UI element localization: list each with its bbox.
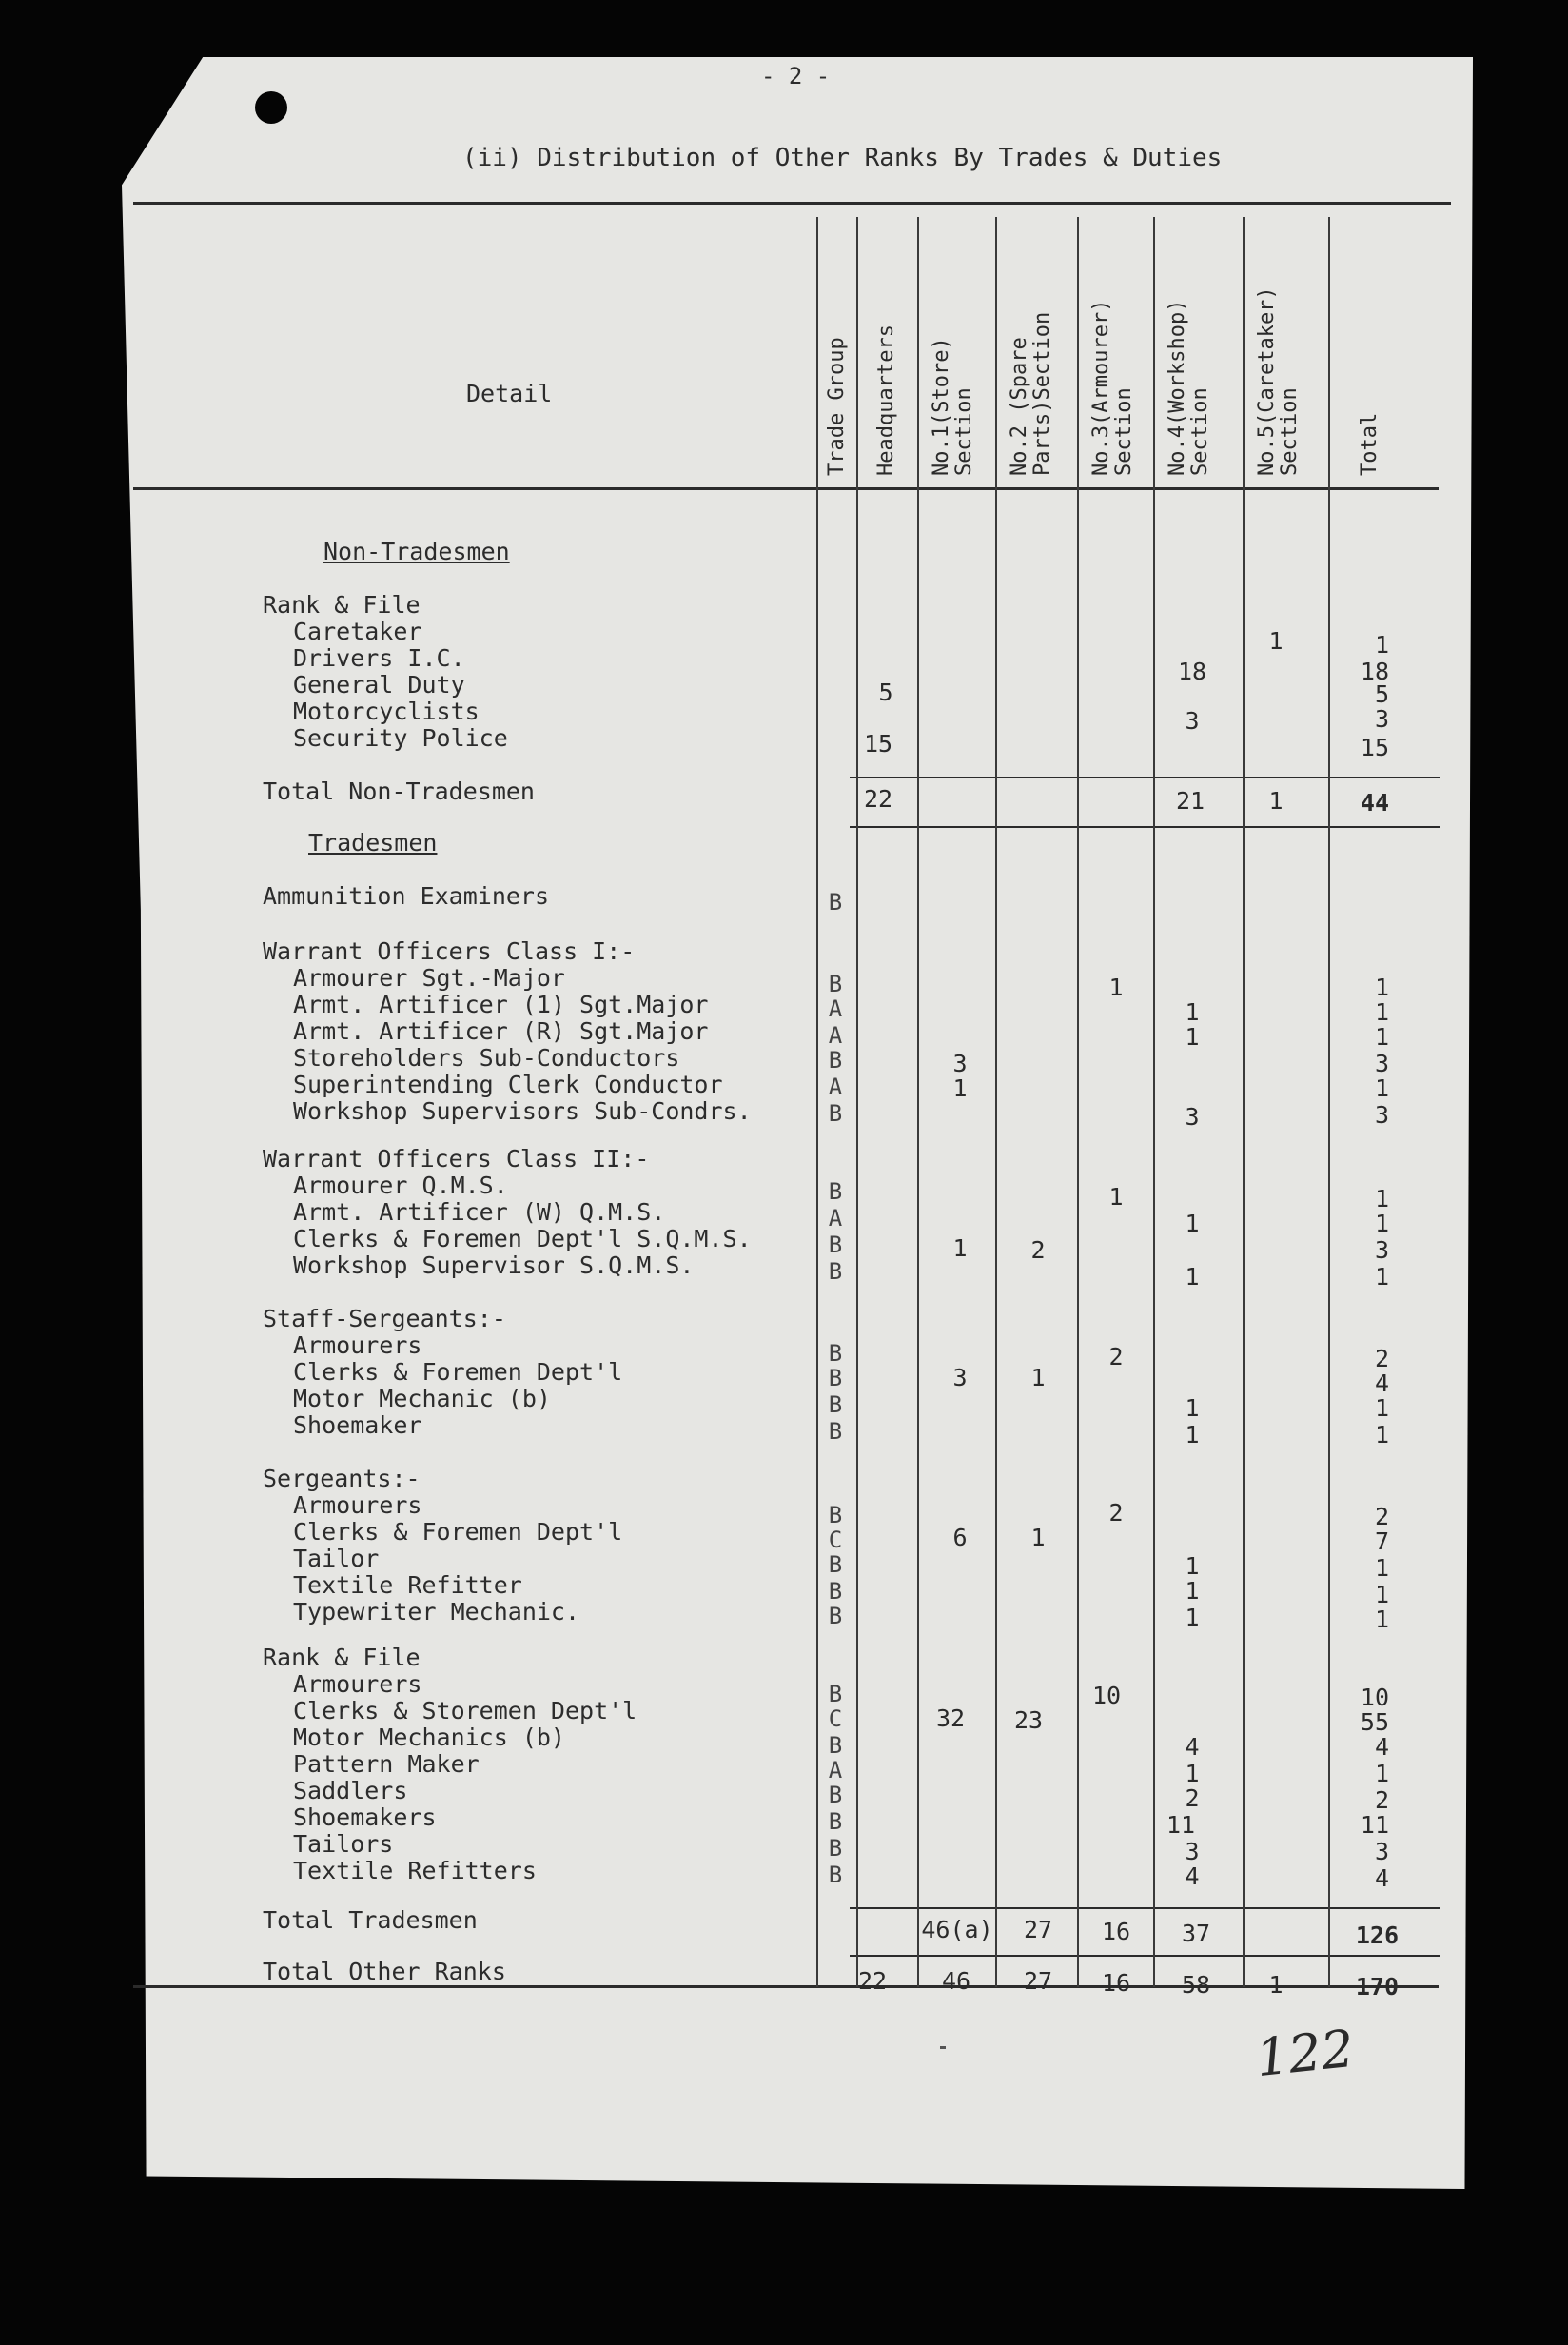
cell-value: 1: [1185, 1394, 1200, 1422]
cell-value: 2: [1108, 1343, 1124, 1370]
cell-value: 22: [863, 785, 893, 813]
cell-value: 27: [1023, 1967, 1053, 1995]
cell-value: 2: [1185, 1784, 1200, 1812]
cell-total: 5: [1374, 680, 1389, 708]
trade-group-cell: A: [828, 1757, 843, 1783]
cell-value: 1: [1185, 1604, 1200, 1631]
cell-total: 1: [1374, 998, 1389, 1026]
group-label: Warrant Officers Class I:-: [263, 937, 636, 965]
cell-total: 1: [1374, 1581, 1389, 1608]
row-label: Saddlers: [293, 1777, 408, 1804]
trade-group-cell: B: [828, 1578, 843, 1605]
s4-header: No.4(Workshop) Section: [1166, 299, 1212, 476]
row-label: Armourers: [293, 1331, 422, 1359]
trade-group-cell: B: [828, 1603, 843, 1629]
group-label: Warrant Officers Class II:-: [263, 1145, 650, 1172]
s2-header: No.2 (Spare Parts)Section: [1008, 311, 1054, 476]
hq-header: Headquarters: [874, 325, 898, 476]
trade-group-cell: B: [828, 1835, 843, 1862]
row-label: Clerks & Storemen Dept'l: [293, 1697, 637, 1724]
cell-value: 2: [1108, 1499, 1124, 1527]
cell-total: 7: [1374, 1527, 1389, 1555]
cell-total: 1: [1374, 1394, 1389, 1422]
cell-value: 1: [1108, 1183, 1124, 1211]
trade-group-cell: A: [828, 995, 843, 1022]
trade-group-cell: B: [828, 1100, 843, 1127]
row-label: Motorcyclists: [293, 698, 480, 725]
cell-value: 1: [1185, 1577, 1200, 1605]
punch-hole: [255, 91, 287, 124]
row-label: Motor Mechanics (b): [293, 1724, 565, 1751]
cell-total: 44: [1360, 789, 1389, 817]
row-label: Pattern Maker: [293, 1750, 480, 1778]
trade-group-cell: B: [828, 1047, 843, 1074]
cell-value: 32: [935, 1705, 966, 1732]
cell-value: 1: [1268, 627, 1284, 655]
trade-group-cell: B: [828, 1732, 843, 1759]
trade-group-cell: B: [828, 1258, 843, 1285]
cell-total: 3: [1374, 1838, 1389, 1865]
cell-total: 3: [1374, 1101, 1389, 1129]
cell-value: 1: [1268, 787, 1284, 815]
row-label: Caretaker: [293, 618, 422, 645]
cell-value: 4: [1185, 1862, 1200, 1890]
row-label: Armt. Artificer (1) Sgt.Major: [293, 991, 709, 1018]
cell-value: 1: [1108, 974, 1124, 1001]
row-label: Textile Refitters: [293, 1857, 537, 1884]
cell-value: 5: [878, 679, 893, 706]
cell-value: 1: [1185, 1552, 1200, 1580]
cell-total: 1: [1374, 1074, 1389, 1102]
cell-total: 11: [1360, 1811, 1389, 1839]
cell-total: 1: [1374, 1606, 1389, 1633]
cell-value: 21: [1175, 787, 1205, 815]
cell-value: 1: [1185, 1023, 1200, 1051]
row-label: Clerks & Foremen Dept'l: [293, 1358, 623, 1386]
trade-group-cell: A: [828, 1205, 843, 1232]
cell-value: 23: [1013, 1706, 1044, 1734]
cell-value: 16: [1101, 1969, 1131, 1997]
cell-value: 1: [1268, 1971, 1284, 1999]
cell-value: 6: [952, 1524, 968, 1551]
cell-value: 18: [1177, 658, 1207, 685]
row-label: Armt. Artificer (W) Q.M.S.: [293, 1198, 666, 1226]
cell-total: 18: [1360, 658, 1389, 685]
cell-value: 58: [1181, 1971, 1211, 1999]
cell-value: 3: [952, 1364, 968, 1391]
stray-mark: [940, 2046, 946, 2049]
handwritten-page-number: 122: [1252, 2018, 1358, 2089]
cell-value: 2: [1030, 1236, 1046, 1264]
cell-value: 15: [863, 730, 893, 758]
cell-total: 3: [1374, 1050, 1389, 1077]
cell-value: 1: [1185, 1263, 1200, 1291]
cell-total: 2: [1374, 1786, 1389, 1814]
group-label: Rank & File: [263, 591, 421, 619]
row-label: Workshop Supervisor S.Q.M.S.: [293, 1251, 695, 1279]
trade-group-cell: C: [828, 1527, 843, 1553]
s5-header: No.5(Caretaker) Section: [1255, 286, 1302, 476]
row-label: Shoemaker: [293, 1411, 422, 1439]
cell-value: 1: [1030, 1364, 1046, 1391]
cell-total: 1: [1374, 1421, 1389, 1448]
trade-group-cell: B: [828, 889, 843, 916]
cell-total: 1: [1374, 1554, 1389, 1582]
trade-group-cell: B: [828, 1862, 843, 1888]
cell-total: 170: [1355, 1973, 1399, 2000]
page-title: (ii) Distribution of Other Ranks By Trades & Duties: [462, 144, 1223, 172]
cell-value: 1: [952, 1234, 968, 1262]
trade-group-cell: C: [828, 1705, 843, 1732]
row-label: Armt. Artificer (R) Sgt.Major: [293, 1017, 709, 1045]
col-rule-5: [1077, 217, 1079, 1987]
cell-total: 1: [1374, 1760, 1389, 1787]
row-label: Drivers I.C.: [293, 644, 465, 672]
trade-group-cell: A: [828, 1074, 843, 1100]
cell-value: 16: [1101, 1918, 1131, 1945]
cell-value: 3: [952, 1050, 968, 1077]
row-label: General Duty: [293, 671, 465, 699]
group-label: Staff-Sergeants:-: [263, 1305, 506, 1332]
row-label: Shoemakers: [293, 1803, 437, 1831]
cell-total: 1: [1374, 1023, 1389, 1051]
total-nontrades-bottom-rule: [850, 826, 1440, 828]
cell-value: 46: [941, 1967, 971, 1995]
row-label: Clerks & Foremen Dept'l: [293, 1518, 623, 1546]
cell-value: 3: [1185, 1103, 1200, 1131]
total-nontrades-top-rule: [850, 777, 1440, 778]
cell-value: 11: [1166, 1811, 1196, 1839]
cell-value: 37: [1181, 1920, 1211, 1947]
row-label: Textile Refitter: [293, 1571, 522, 1599]
group-label: Rank & File: [263, 1644, 421, 1671]
col-rule-8: [1328, 217, 1330, 1987]
s1-header: No.1(Store) Section: [930, 337, 976, 476]
row-label: Security Police: [293, 724, 508, 752]
total-trades-bottom-rule: [850, 1955, 1440, 1957]
row-label: Superintending Clerk Conductor: [293, 1071, 723, 1098]
row-label: Armourer Q.M.S.: [293, 1172, 508, 1199]
cell-total: 15: [1360, 734, 1389, 761]
total-trades-top-rule: [850, 1907, 1440, 1909]
trade-group-header: Trade Group: [825, 337, 849, 476]
row-label: Armourers: [293, 1491, 422, 1519]
row-label: Tailors: [293, 1830, 394, 1858]
trade-group-cell: B: [828, 1418, 843, 1445]
cell-value: 1: [952, 1074, 968, 1102]
total-row-label: Total Non-Tradesmen: [263, 778, 535, 805]
cell-total: 3: [1374, 705, 1389, 733]
group-label: Sergeants:-: [263, 1465, 421, 1492]
cell-value: 1: [1030, 1524, 1046, 1551]
cell-total: 2: [1374, 1345, 1389, 1372]
trade-group-cell: B: [828, 1340, 843, 1367]
col-rule-6: [1153, 217, 1155, 1987]
cell-total: 1: [1374, 974, 1389, 1001]
cell-value: 1: [1185, 1760, 1200, 1787]
row-label: Armourer Sgt.-Major: [293, 964, 565, 992]
row-label: Typewriter Mechanic.: [293, 1598, 580, 1626]
cell-total: 4: [1374, 1733, 1389, 1761]
cell-total: 126: [1355, 1921, 1399, 1949]
cell-value: 1: [1185, 998, 1200, 1026]
cell-value: 22: [857, 1967, 888, 1995]
cell-value: 4: [1185, 1733, 1200, 1761]
row-label: Ammunition Examiners: [263, 882, 550, 910]
cell-value: 27: [1023, 1916, 1053, 1943]
page-number: - 2 -: [761, 63, 831, 89]
trade-group-cell: A: [828, 1022, 843, 1049]
table-top-rule: [133, 202, 1451, 205]
trade-group-cell: B: [828, 1232, 843, 1258]
trade-group-cell: B: [828, 1782, 843, 1808]
col-rule-7: [1243, 217, 1245, 1987]
s3-header: No.3(Armourer) Section: [1089, 299, 1136, 476]
row-label: Armourers: [293, 1670, 422, 1698]
row-label: Workshop Supervisors Sub-Condrs.: [293, 1097, 752, 1125]
row-label: Tailor: [293, 1545, 380, 1572]
trade-group-cell: B: [828, 1551, 843, 1578]
cell-total: 2: [1374, 1503, 1389, 1530]
section-heading: Tradesmen: [308, 829, 438, 857]
cell-value: 46(a): [921, 1916, 993, 1943]
trade-group-cell: B: [828, 1681, 843, 1707]
total-row-label: Total Tradesmen: [263, 1906, 478, 1934]
cell-total: 1: [1374, 631, 1389, 659]
cell-total: 1: [1374, 1263, 1389, 1291]
cell-total: 3: [1374, 1236, 1389, 1264]
col-rule-1: [816, 217, 818, 1987]
cell-total: 4: [1374, 1864, 1389, 1892]
section-heading: Non-Tradesmen: [323, 538, 510, 565]
trade-group-cell: B: [828, 1808, 843, 1835]
cell-value: 3: [1185, 707, 1200, 735]
trade-group-cell: B: [828, 1365, 843, 1391]
cell-total: 55: [1360, 1708, 1389, 1736]
cell-total: 1: [1374, 1185, 1389, 1212]
cell-total: 4: [1374, 1370, 1389, 1397]
cell-value: 10: [1091, 1682, 1122, 1709]
row-label: Motor Mechanic (b): [293, 1385, 551, 1412]
cell-value: 1: [1185, 1421, 1200, 1448]
total-header: Total: [1358, 412, 1382, 476]
trade-group-cell: B: [828, 1502, 843, 1528]
trade-group-cell: B: [828, 1178, 843, 1205]
grand-total-label: Total Other Ranks: [263, 1958, 506, 1985]
row-label: Clerks & Foremen Dept'l S.Q.M.S.: [293, 1225, 752, 1252]
cell-value: 1: [1185, 1210, 1200, 1237]
detail-header: Detail: [466, 380, 553, 407]
cell-total: 10: [1360, 1684, 1389, 1711]
cell-total: 1: [1374, 1210, 1389, 1237]
trade-group-cell: B: [828, 971, 843, 997]
row-label: Storeholders Sub-Conductors: [293, 1044, 680, 1072]
col-rule-2: [856, 217, 858, 1987]
cell-value: 3: [1185, 1838, 1200, 1865]
trade-group-cell: B: [828, 1391, 843, 1418]
